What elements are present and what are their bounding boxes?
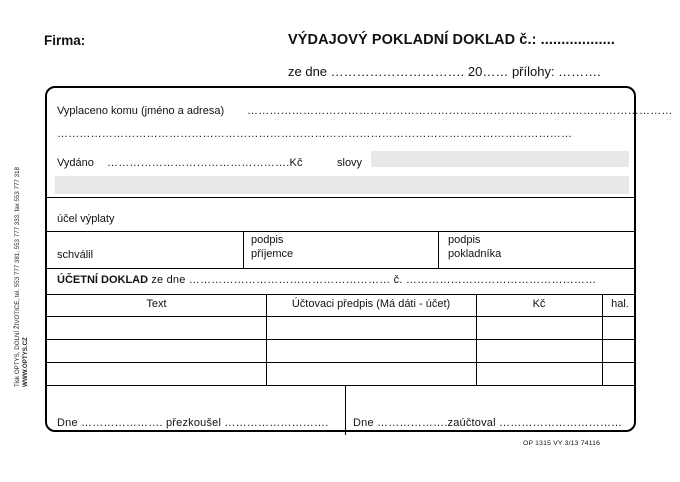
divider bbox=[47, 231, 634, 232]
table-row-divider bbox=[47, 316, 634, 317]
payment-purpose-label: účel výplaty bbox=[57, 213, 115, 225]
printer-imprint bbox=[14, 97, 30, 387]
table-bottom-border bbox=[47, 385, 634, 386]
cashier-signature-label-1: podpis bbox=[448, 234, 481, 246]
paid-to-field[interactable]: …………………………………………………………………………………………………… bbox=[247, 105, 673, 117]
in-words-label: slovy bbox=[337, 157, 363, 169]
approved-by-label: schválil bbox=[57, 249, 94, 261]
accounting-document-date-number[interactable]: ze dne ……………………………………………… č. …………………………………………… bbox=[148, 274, 597, 286]
table-header-accounting-entry: Účtovaci předpis (Má dáti - účet) bbox=[291, 298, 451, 310]
table-header-text: Text bbox=[146, 298, 167, 310]
divider bbox=[47, 268, 634, 269]
cashier-signature-label-2: pokladníka bbox=[448, 248, 502, 260]
checked-by-line[interactable]: Dne …………………. přezkoušel ………………………. bbox=[57, 417, 329, 429]
table-row-divider bbox=[47, 362, 634, 363]
table-header-czk: Kč bbox=[532, 298, 546, 310]
divider bbox=[243, 231, 244, 268]
in-words-field-line-2[interactable] bbox=[55, 176, 629, 194]
issued-amount-field[interactable]: ………………………………………….Kč bbox=[107, 157, 303, 169]
paid-to-label: Vyplaceno komu (jméno a adresa) bbox=[57, 105, 225, 117]
recipient-signature-label-1: podpis bbox=[251, 234, 284, 246]
bottom-divider bbox=[345, 385, 346, 435]
issued-label: Vydáno bbox=[57, 157, 94, 169]
accounting-document-label: ÚČETNÍ DOKLAD bbox=[57, 274, 149, 286]
divider bbox=[438, 231, 439, 268]
firma-label: Firma: bbox=[44, 33, 86, 48]
table-top-border bbox=[47, 294, 634, 295]
date-and-attachments-line: ze dne …………………………. 20…… přílohy: ………. bbox=[288, 64, 601, 79]
table-header-haler: hal. bbox=[611, 298, 629, 310]
table-row-divider bbox=[47, 339, 634, 340]
form-code: OP 1315 VY 3/13 74116 bbox=[523, 440, 601, 447]
divider bbox=[47, 197, 634, 198]
printer-website: WWW.OPTYS.CZ bbox=[22, 337, 29, 387]
accounting-document-line bbox=[57, 274, 596, 286]
printer-imprint-text: Tisk OPTYS, DOLNÍ ŽIVOTICE, tel. 553 777 381, 553 777 333, fax 553 777 318 bbox=[14, 167, 21, 387]
voucher-form bbox=[45, 86, 673, 432]
paid-to-field-line-2[interactable]: ………………………………………………………………………………………………………………………… bbox=[57, 128, 573, 140]
in-words-field[interactable] bbox=[371, 151, 629, 167]
document-title: VÝDAJOVÝ POKLADNÍ DOKLAD č.: .................. bbox=[288, 32, 615, 48]
posted-by-line[interactable]: Dne ……………….zaúčtoval …………………………… bbox=[353, 417, 623, 429]
recipient-signature-label-2: příjemce bbox=[251, 248, 294, 260]
